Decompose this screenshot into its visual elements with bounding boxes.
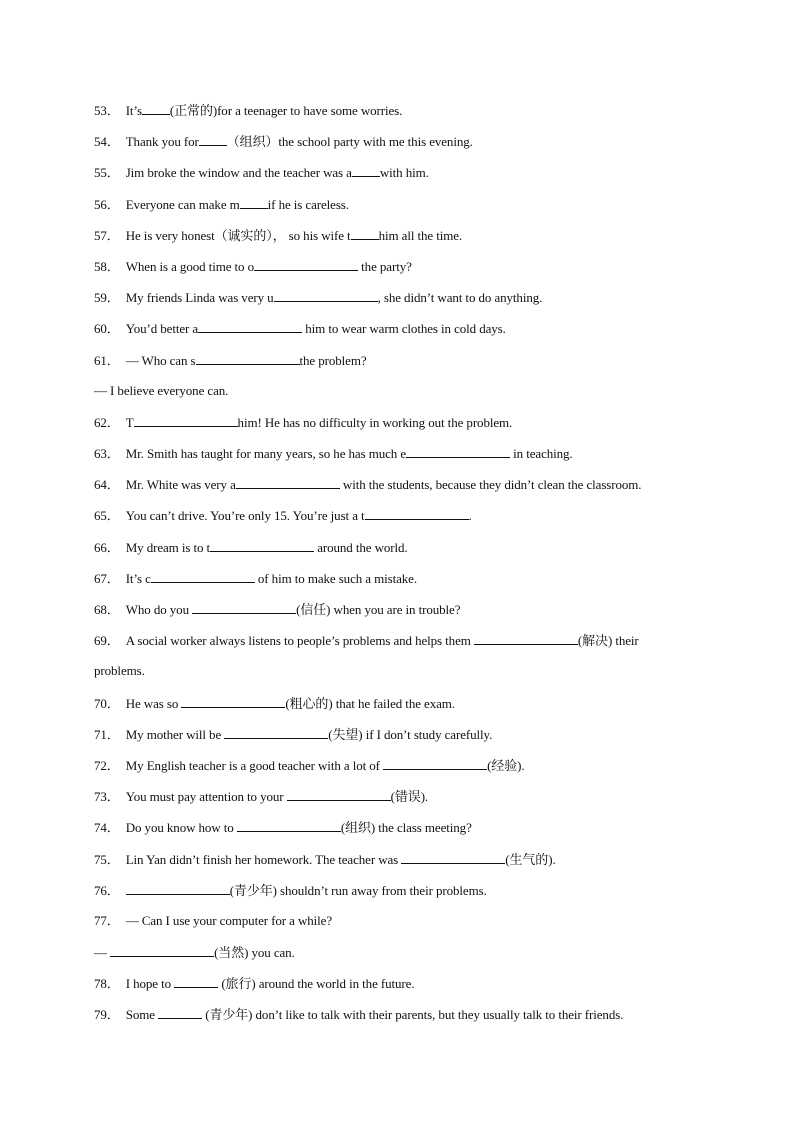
item-text-after: (当然) you can. bbox=[214, 945, 295, 961]
item-text-before: My dream is to t bbox=[125, 539, 211, 555]
item-number: 78． bbox=[94, 976, 120, 992]
exercise-line bbox=[94, 443, 714, 474]
item-number: 54． bbox=[94, 134, 120, 150]
item-number: 64． bbox=[94, 477, 120, 493]
exercise-line bbox=[94, 162, 714, 193]
answer-blank[interactable] bbox=[274, 287, 378, 302]
answer-blank[interactable] bbox=[236, 474, 340, 489]
item-text-before: — Who can s bbox=[125, 352, 196, 368]
item-text-before: Lin Yan didn’t finish her homework. The teacher was bbox=[125, 851, 402, 867]
item-text-before: He is very honest（诚实的）， so his wife t bbox=[125, 227, 351, 243]
item-number: 69． bbox=[94, 633, 120, 649]
item-text-before: I hope to bbox=[125, 976, 175, 992]
item-text-after: (经验). bbox=[487, 757, 525, 773]
answer-blank[interactable] bbox=[210, 537, 314, 552]
exercise-line bbox=[94, 817, 714, 848]
item-number: 72． bbox=[94, 757, 120, 773]
exercise-line bbox=[94, 131, 714, 162]
item-text-before: Mr. White was very a bbox=[125, 477, 236, 493]
item-text-before: T bbox=[125, 414, 134, 430]
answer-blank[interactable] bbox=[192, 599, 296, 614]
item-number: 60． bbox=[94, 321, 120, 337]
item-text-before: Mr. Smith has taught for many years, so he has much e bbox=[125, 446, 406, 462]
item-number: 68． bbox=[94, 602, 120, 617]
item-text-before: — I believe everyone can. bbox=[94, 382, 229, 398]
exercise-line bbox=[94, 786, 714, 817]
item-number: 76． bbox=[94, 882, 120, 898]
item-text-after: if he is careless. bbox=[267, 196, 349, 212]
answer-blank[interactable] bbox=[240, 194, 268, 209]
exercise-line bbox=[94, 849, 714, 880]
item-text-after: (青少年) don’t like to talk with their parents, but they usually talk to their friends. bbox=[202, 1007, 624, 1023]
item-text-after: (生气的). bbox=[505, 851, 556, 867]
item-number: 75． bbox=[94, 851, 120, 867]
item-text-before: Everyone can make m bbox=[125, 196, 240, 212]
exercise-line bbox=[94, 693, 714, 724]
item-text-before: You’d better a bbox=[125, 321, 199, 337]
exercise-line bbox=[94, 537, 714, 568]
item-text-after: (粗心的) that he failed the exam. bbox=[285, 695, 455, 711]
answer-blank[interactable] bbox=[287, 786, 391, 801]
item-text-after: (错误). bbox=[390, 789, 429, 805]
item-text-before: Jim broke the window and the teacher was a bbox=[125, 165, 352, 181]
item-text-before: My mother will be bbox=[125, 726, 225, 742]
item-number: 62． bbox=[94, 414, 120, 430]
exercise-line bbox=[94, 568, 714, 599]
item-text-after: . bbox=[468, 508, 472, 524]
exercise-line bbox=[94, 474, 714, 505]
answer-blank[interactable] bbox=[224, 724, 328, 739]
answer-blank[interactable] bbox=[237, 817, 341, 832]
item-text-after: him all the time. bbox=[378, 227, 463, 243]
exercise-line bbox=[94, 724, 714, 755]
item-number: 79． bbox=[94, 1007, 120, 1023]
answer-blank[interactable] bbox=[474, 630, 578, 645]
answer-blank[interactable] bbox=[174, 973, 218, 988]
item-text-before: — bbox=[94, 945, 111, 961]
exercise-line bbox=[94, 973, 714, 1004]
item-text-before: problems. bbox=[94, 663, 145, 679]
item-text-before: When is a good time to o bbox=[125, 258, 255, 274]
item-text-after: with him. bbox=[379, 165, 429, 181]
item-text-before: It’s c bbox=[125, 570, 151, 586]
item-text-after: the party? bbox=[358, 258, 412, 274]
item-number: 65． bbox=[94, 508, 120, 524]
answer-blank[interactable] bbox=[406, 443, 510, 458]
item-text-after: (失望) if I don’t study carefully. bbox=[328, 726, 493, 742]
item-number: 53． bbox=[94, 103, 120, 118]
exercise-line bbox=[94, 256, 714, 287]
exercise-line bbox=[94, 599, 714, 630]
exercise-line bbox=[94, 225, 714, 256]
item-text-before: You can’t drive. You’re only 15. You’re just a t bbox=[125, 508, 365, 524]
item-text-after: (旅行) around the world in the future. bbox=[218, 976, 415, 992]
answer-blank[interactable] bbox=[142, 100, 170, 115]
item-text-after: (青少年) shouldn’t run away from their problems. bbox=[229, 882, 487, 898]
item-text-after: （组织）the school party with me this evening. bbox=[226, 134, 473, 150]
item-text-after: (正常的)for a teenager to have some worries. bbox=[169, 103, 403, 118]
answer-blank[interactable] bbox=[199, 131, 227, 146]
item-text-before: Thank you for bbox=[125, 134, 199, 150]
answer-blank[interactable] bbox=[383, 755, 487, 770]
item-text-before: A social worker always listens to people’s problems and helps them bbox=[125, 633, 474, 649]
item-text-before: Do you know how to bbox=[125, 820, 237, 836]
item-text-after: (组织) the class meeting? bbox=[340, 820, 472, 836]
exercise-line bbox=[94, 661, 714, 692]
item-text-after: him to wear warm clothes in cold days. bbox=[302, 321, 506, 337]
item-number: 70． bbox=[94, 695, 120, 711]
exercise-list bbox=[94, 100, 714, 1036]
exercise-line bbox=[94, 194, 714, 225]
item-text-after: the problem? bbox=[299, 352, 367, 368]
item-text-after: (信任) when you are in trouble? bbox=[296, 602, 461, 617]
item-number: 71． bbox=[94, 726, 120, 742]
answer-blank[interactable] bbox=[158, 1004, 202, 1019]
answer-blank[interactable] bbox=[126, 880, 230, 895]
exercise-line bbox=[94, 755, 714, 786]
exercise-line bbox=[94, 412, 714, 443]
item-number: 77． bbox=[94, 912, 120, 928]
item-number: 67． bbox=[94, 570, 120, 586]
exercise-line bbox=[94, 100, 714, 131]
item-number: 73． bbox=[94, 789, 120, 805]
answer-blank[interactable] bbox=[352, 162, 380, 177]
exercise-line bbox=[94, 318, 714, 349]
answer-blank[interactable] bbox=[198, 318, 302, 333]
item-text-before: He was so bbox=[125, 695, 182, 711]
exercise-line bbox=[94, 880, 714, 911]
item-number: 56． bbox=[94, 196, 120, 212]
item-number: 63． bbox=[94, 446, 120, 462]
item-text-after: (解决) their bbox=[577, 633, 639, 649]
item-text-after: of him to make such a mistake. bbox=[254, 570, 418, 586]
exercise-line bbox=[94, 630, 714, 661]
answer-blank[interactable] bbox=[181, 693, 285, 708]
item-number: 61． bbox=[94, 352, 120, 368]
exercise-line bbox=[94, 911, 714, 942]
item-text-before: Who do you bbox=[125, 602, 193, 617]
item-text-after: around the world. bbox=[314, 539, 408, 555]
item-text-before: It’s bbox=[125, 103, 142, 118]
exercise-line bbox=[94, 942, 714, 973]
exercise-line bbox=[94, 505, 714, 536]
answer-blank[interactable] bbox=[134, 412, 238, 427]
exercise-line bbox=[94, 381, 714, 412]
exercise-line bbox=[94, 287, 714, 318]
answer-blank[interactable] bbox=[110, 942, 214, 957]
item-number: 74． bbox=[94, 820, 120, 836]
answer-blank[interactable] bbox=[196, 350, 300, 365]
item-number: 59． bbox=[94, 290, 120, 306]
exercise-line bbox=[94, 350, 714, 381]
item-text-after: with the students, because they didn’t clean the classroom. bbox=[339, 477, 642, 493]
item-text-before: You must pay attention to your bbox=[125, 789, 287, 805]
item-number: 55． bbox=[94, 165, 120, 181]
item-number: 57． bbox=[94, 227, 120, 243]
item-text-before: Some bbox=[125, 1007, 159, 1023]
item-text-after: in teaching. bbox=[510, 446, 573, 462]
exercise-line bbox=[94, 1004, 714, 1035]
item-number: 58． bbox=[94, 258, 120, 274]
answer-blank[interactable] bbox=[254, 256, 358, 271]
answer-blank[interactable] bbox=[151, 568, 255, 583]
item-text-before: My English teacher is a good teacher with a lot of bbox=[125, 757, 384, 773]
item-number: 66． bbox=[94, 539, 120, 555]
answer-blank[interactable] bbox=[351, 225, 379, 240]
item-text-before: — Can I use your computer for a while? bbox=[125, 912, 333, 928]
item-text-after: him! He has no difficulty in working out the problem. bbox=[237, 414, 513, 430]
answer-blank[interactable] bbox=[365, 505, 469, 520]
answer-blank[interactable] bbox=[401, 849, 505, 864]
item-text-before: My friends Linda was very u bbox=[125, 290, 274, 306]
item-text-after: , she didn’t want to do anything. bbox=[377, 290, 543, 306]
